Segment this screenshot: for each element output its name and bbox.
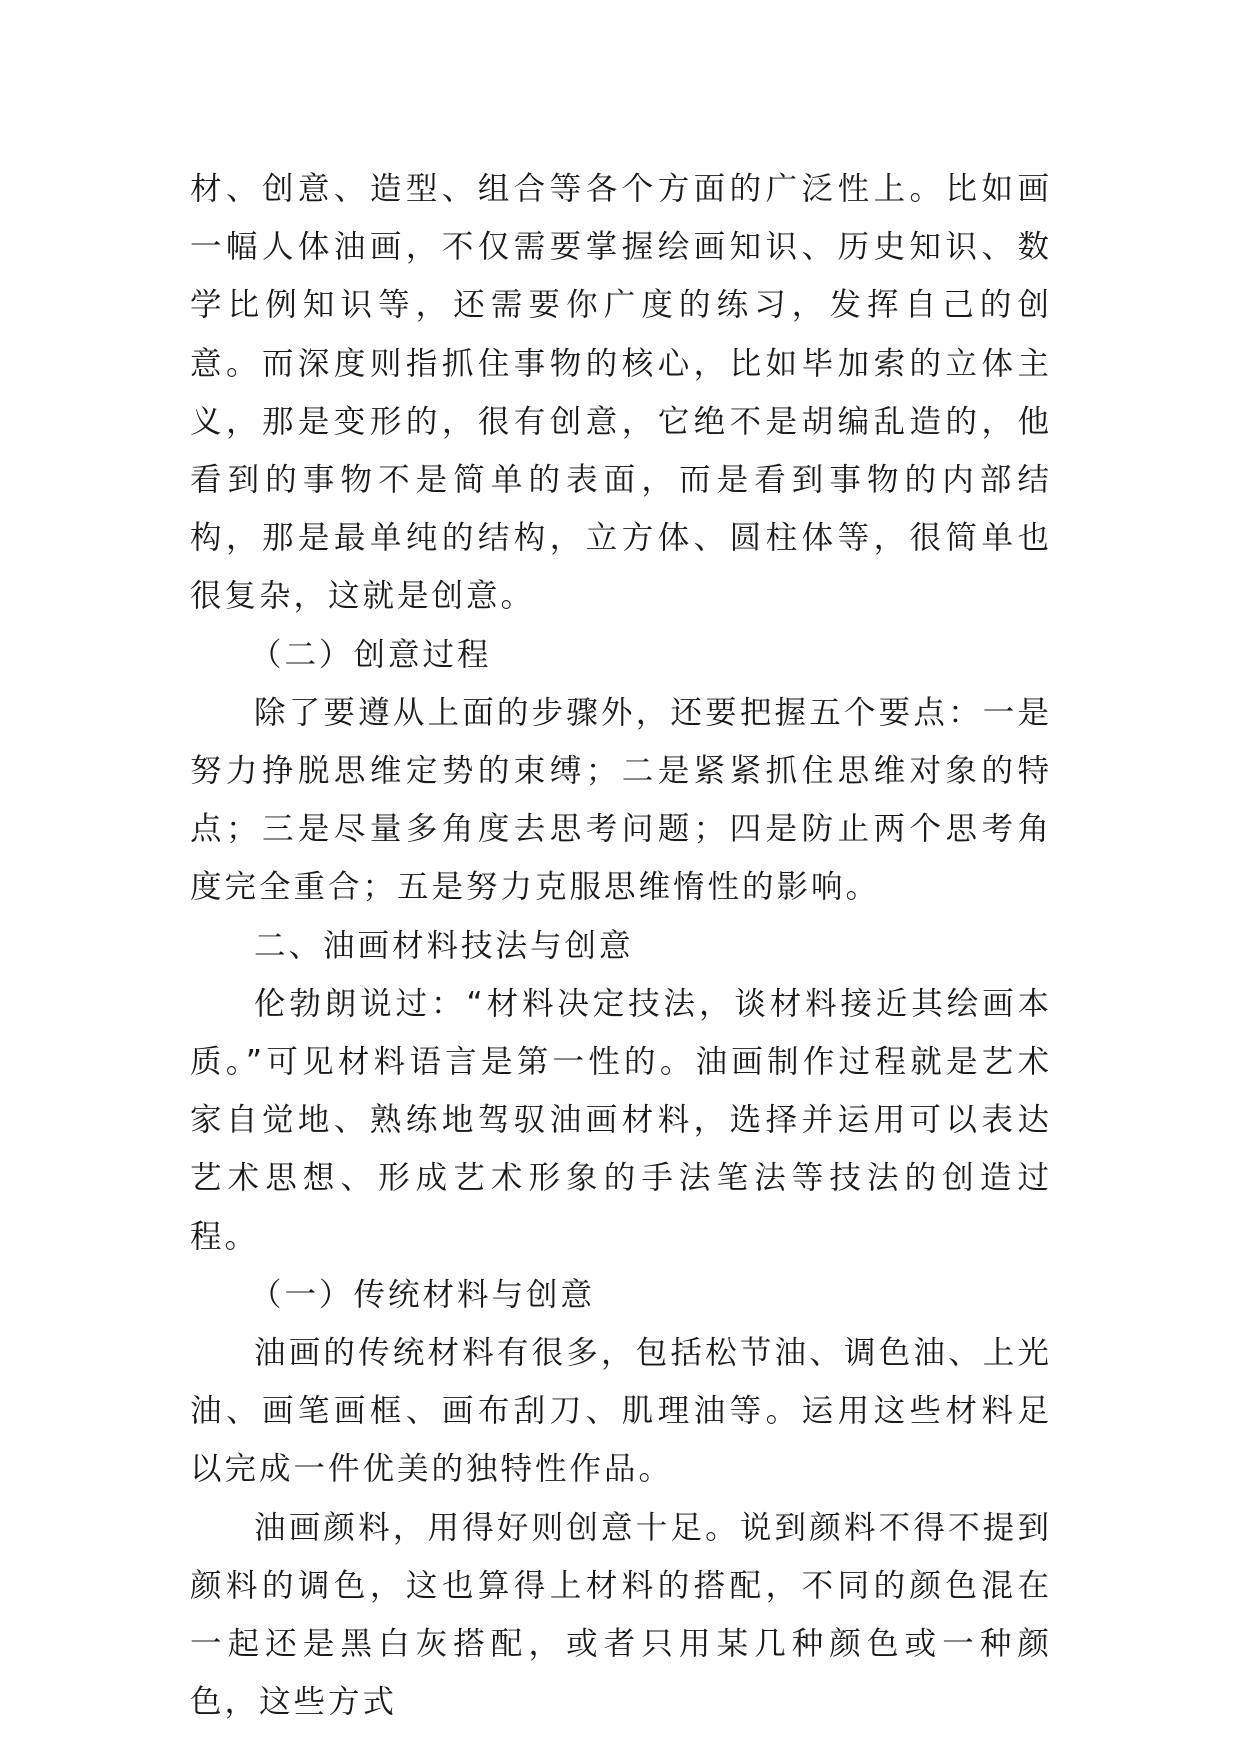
paragraph-oil-paint-colors: 油画颜料，用得好则创意十足。说到颜料不得不提到颜料的调色，这也算得上材料的搭配，不同的颜色混在一起还是黑白灰搭配，或者只用某几种颜色或一种颜色，这些方式 bbox=[190, 1509, 1052, 1721]
document-body bbox=[190, 160, 1052, 1731]
section-heading-creative-process: （二）创意过程 bbox=[250, 636, 492, 673]
paragraph-traditional-materials-list: 油画的传统材料有很多，包括松节油、调色油、上光油、画笔画框、画布刮刀、肌理油等。运用这些材料足以完成一件优美的独特性作品。 bbox=[190, 1335, 1052, 1488]
paragraph-rembrandt-quote: 伦勃朗说过：“材料决定技法，谈材料接近其绘画本质。”可见材料语言是第一性的。油画制作过程就是艺术家自觉地、熟练地驾驭油画材料，选择并运用可以表达艺术思想、形成艺术形象的手法笔法等技法的创造过程。 bbox=[190, 985, 1052, 1255]
paragraph-five-key-points: 除了要遵从上面的步骤外，还要把握五个要点：一是努力挣脱思维定势的束缚；二是紧紧抓住思维对象的特点；三是尽量多角度去思考问题；四是防止两个思考角度完全重合；五是努力克服思维惰性的影响。 bbox=[190, 694, 1052, 906]
section-heading-oil-painting-materials: 二、油画材料技法与创意 bbox=[254, 927, 634, 964]
paragraph-creativity-breadth-depth: 材、创意、造型、组合等各个方面的广泛性上。比如画一幅人体油画，不仅需要掌握绘画知识、历史知识、数学比例知识等，还需要你广度的练习，发挥自己的创意。而深度则指抓住事物的核心，比如毕加索的立体主义，那是变形的，很有创意，它绝不是胡编乱造的，他看到的事物不是简单的表面，而是看到事物的内部结构，那是最单纯的结构，立方体、圆柱体等，很简单也很复杂，这就是创意。 bbox=[190, 171, 1052, 615]
section-heading-traditional-materials: （一）传统材料与创意 bbox=[250, 1276, 596, 1313]
